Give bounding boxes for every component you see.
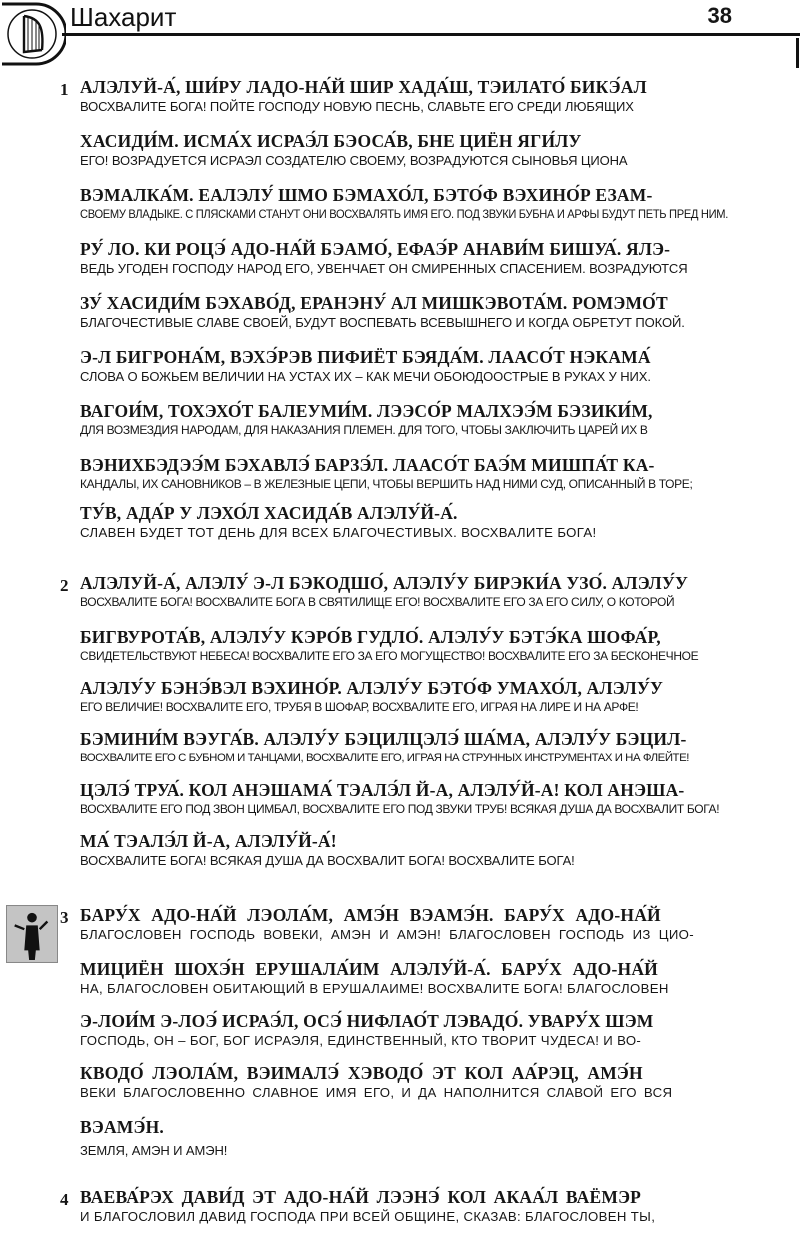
verse-line [80,400,728,439]
verse-line [80,830,728,869]
verse-line [80,1062,728,1101]
translation: ЗЕМЛЯ, АМЭН И АМЭН! [80,1143,228,1158]
verse-line [80,1186,728,1225]
verse-line [80,130,728,169]
section-number: 2 [60,576,69,595]
page-title: Шахарит [70,2,177,32]
translation: ВОСХВАЛИТЕ ЕГО ПОД ЗВОН ЦИМБАЛ, ВОСХВАЛИТЕ ЕГО ПОД ЗВУКИ ТРУБ! ВСЯКАЯ ДУША ДА ВОСХВАЛИТ БОГА! [80,802,720,816]
translation: КАНДАЛЫ, ИХ САНОВНИКОВ – В ЖЕЛЕЗНЫЕ ЦЕПИ, ЧТОБЫ ВЕРШИТЬ НАД НИМИ СУД, ОПИСАННЫЙ В ТОРЕ; [80,477,693,491]
verse-line [80,779,728,818]
translation: ЕГО ВЕЛИЧИЕ! ВОСХВАЛИТЕ ЕГО, ТРУБЯ В ШОФАР, ВОСХВАЛИТЕ ЕГО, ИГРАЯ НА ЛИРЕ И НА АРФЕ! [80,700,639,714]
translation: ВОСХВАЛИТЕ БОГА! ВОСХВАЛИТЕ БОГА В СВЯТИЛИЩЕ ЕГО! ВОСХВАЛИТЕ ЕГО ЗА ЕГО СИЛУ, О КОТОРОЙ [80,595,675,609]
transliteration: ВАГОИ́М, ТОХЭХО́Т БАЛЕУМИ́М. ЛЭЭСО́Р МАЛХЭЭ́М БЭЗИКИ́М, [80,401,653,421]
transliteration: ВАЕВА́РЭХ ДАВИ́Д ЭТ АДО-НА́Й ЛЭЭНЭ́ КОЛ АКАА́Л ВАЁМЭР [80,1187,642,1207]
translation: СЛАВЕН БУДЕТ ТОТ ДЕНЬ ДЛЯ ВСЕХ БЛАГОЧЕСТИВЫХ. ВОСХВАЛИТЕ БОГА! [80,525,597,540]
verse-line [80,346,728,385]
transliteration: МА́ ТЭАЛЭ́Л Й-А, АЛЭЛУ́Й-А́! [80,831,337,851]
verse-line [80,454,728,493]
verse-line [80,626,728,665]
page-header [0,0,800,68]
section-number: 1 [60,80,69,99]
transliteration: ЗУ́ ХАСИДИ́М БЭХАВО́Д, ЕРАНЭНУ́ АЛ МИШКЭВОТА́М. РОМЭМО́Т [80,293,668,313]
translation: СВОЕМУ ВЛАДЫКЕ. С ПЛЯСКАМИ СТАНУТ ОНИ ВОСХВАЛЯТЬ ИМЯ ЕГО. ПОД ЗВУКИ БУБНА И АРФЫ БУДУТ ПЕТЬ ПРЕД НИМ. [80,207,729,221]
verse-line [80,1116,728,1159]
translation: СЛОВА О БОЖЬЕМ ВЕЛИЧИИ НА УСТАХ ИХ – КАК МЕЧИ ОБОЮДООСТРЫЕ В РУКАХ У НИХ. [80,369,651,384]
transliteration: АЛЭЛУЙ-А́, ШИ́РУ ЛАДО-НА́Й ШИР ХАДА́Ш, ТЭИЛАТО́ БИКЭ́АЛ [80,77,647,97]
page-number: 38 [707,3,732,28]
transliteration: ЦЭЛЭ́ ТРУА́. КОЛ АНЭШАМА́ ТЭАЛЭ́Л Й-А, АЛЭЛУ́Й-А! КОЛ АНЭША- [80,780,685,800]
translation: И БЛАГОСЛОВИЛ ДАВИД ГОСПОДА ПРИ ВСЕЙ ОБЩИНЕ, СКАЗАВ: БЛАГОСЛОВЕН ТЫ, [80,1209,656,1224]
transliteration: МИЦИЁН ШОХЭ́Н ЕРУШАЛА́ИМ АЛЭЛУ́Й-А́. БАРУ́Х АДО-НА́Й [80,959,658,979]
verse-line [80,728,728,767]
verse-line [80,677,728,716]
transliteration: КВОДО́ ЛЭОЛА́М, ВЭИМАЛЭ́ ХЭВОДО́ ЭТ КОЛ АА́РЭЦ, АМЭ́Н [80,1063,643,1083]
translation: ГОСПОДЬ, ОН – БОГ, БОГ ИСРАЭЛЯ, ЕДИНСТВЕННЫЙ, КТО ТВОРИТ ЧУДЕСА! И ВО- [80,1033,642,1048]
translation: БЛАГОСЛОВЕН ГОСПОДЬ ВОВЕКИ, АМЭН И АМЭН! БЛАГОСЛОВЕН ГОСПОДЬ ИЗ ЦИО- [80,927,695,942]
verse-line [80,958,728,997]
translation: ВЕДЬ УГОДЕН ГОСПОДУ НАРОД ЕГО, УВЕНЧАЕТ ОН СМИРЕННЫХ СПАСЕНИЕМ. ВОЗРАДУЮТСЯ [80,261,688,276]
verse-line [80,1010,728,1049]
translation: ВЕКИ БЛАГОСЛОВЕННО СЛАВНОЕ ИМЯ ЕГО, И ДА НАПОЛНИТСЯ СЛАВОЙ ЕГО ВСЯ [80,1085,673,1100]
transliteration: АЛЭЛУ́У БЭНЭ́ВЭЛ ВЭХИНО́Р. АЛЭЛУ́У БЭТО́Ф УМАХО́Л, АЛЭЛУ́У [80,678,664,698]
transliteration: ТУ́В, АДА́Р У ЛЭХО́Л ХАСИДА́В АЛЭЛУ́Й-А́. [80,503,458,523]
transliteration: БИГВУРОТА́В, АЛЭЛУ́У КЭРО́В ГУДЛО́. АЛЭЛУ́У БЭТЭ́КА ШОФА́Р, [80,627,661,647]
corner-rule [796,38,799,68]
verse-line [80,502,728,541]
transliteration: Э-Л БИГРОНА́М, ВЭХЭ́РЭВ ПИФИЁТ БЭЯДА́М. ЛААСО́Т НЭКАМА́ [80,347,651,367]
translation: ДЛЯ ВОЗМЕЗДИЯ НАРОДАМ, ДЛЯ НАКАЗАНИЯ ПЛЕМЕН. ДЛЯ ТОГО, ЧТОБЫ ЗАКЛЮЧИТЬ ЦАРЕЙ ИХ В [80,423,648,437]
transliteration: РУ́ ЛО. КИ РОЦЭ́ АДО-НА́Й БЭАМО́, ЕФАЭ́Р АНАВИ́М БИШУА́. ЯЛЭ- [80,239,671,259]
translation: ВОСХВАЛИТЕ БОГА! ПОЙТЕ ГОСПОДУ НОВУЮ ПЕСНЬ, СЛАВЬТЕ ЕГО СРЕДИ ЛЮБЯЩИХ [80,99,634,114]
harp-logo-icon [2,2,66,66]
section-number: 4 [60,1190,69,1209]
transliteration: АЛЭЛУЙ-А́, АЛЭЛУ́ Э-Л БЭКОДШО́, АЛЭЛУ́У БИРЭКИ́А УЗО́. АЛЭЛУ́У [80,573,688,593]
transliteration: ВЭАМЭ́Н. [80,1117,164,1137]
transliteration: ВЭМАЛКА́М. ЕАЛЭЛУ́ ШМО БЭМАХО́Л, БЭТО́Ф ВЭХИНО́Р ЕЗАМ- [80,185,653,205]
transliteration: ХАСИДИ́М. ИСМА́Х ИСРАЭ́Л БЭОСА́В, БНЕ ЦИЁН ЯГИ́ЛУ [80,131,582,151]
verse-line [80,572,728,611]
verse-line [80,904,728,943]
translation: СВИДЕТЕЛЬСТВУЮТ НЕБЕСА! ВОСХВАЛИТЕ ЕГО ЗА ЕГО МОГУЩЕСТВО! ВОСХВАЛИТЕ ЕГО ЗА БЕСКОНЕЧНОЕ [80,649,699,663]
section-number: 3 [60,908,69,927]
header-rule [62,33,800,36]
transliteration: ВЭНИХБЭДЭЭ́М БЭХАВЛЭ́ БАРЗЭ́Л. ЛААСО́Т БАЭ́М МИШПА́Т КА- [80,455,655,475]
verse-line [80,238,728,277]
verse-line [80,76,728,115]
transliteration: БАРУ́Х АДО-НА́Й ЛЭОЛА́М, АМЭ́Н ВЭАМЭ́Н. БАРУ́Х АДО-НА́Й [80,905,661,925]
translation: БЛАГОЧЕСТИВЫЕ СЛАВЕ СВОЕЙ, БУДУТ ВОСПЕВАТЬ ВСЕВЫШНЕГО И КОГДА ОБРЕТУТ ПОКОЙ. [80,315,685,330]
transliteration: Э-ЛОИ́М Э-ЛОЭ́ ИСРАЭ́Л, ОСЭ́ НИФЛАО́Т ЛЭВАДО́. УВАРУ́Х ШЭМ [80,1011,654,1031]
transliteration: БЭМИНИ́М ВЭУГА́В. АЛЭЛУ́У БЭЦИЛЦЭЛЭ́ ША́МА, АЛЭЛУ́У БЭЦИЛ- [80,729,687,749]
verse-line [80,292,728,331]
translation: ВОСХВАЛИТЕ ЕГО С БУБНОМ И ТАНЦАМИ, ВОСХВАЛИТЕ ЕГО, ИГРАЯ НА СТРУННЫХ ИНСТРУМЕНТАХ И НА ФЛЕЙТЕ! [80,752,689,764]
translation: ЕГО! ВОЗРАДУЕТСЯ ИСРАЭЛ СОЗДАТЕЛЮ СВОЕМУ, ВОЗРАДУЮТСЯ СЫНОВЬЯ ЦИОНА [80,153,628,168]
translation: ВОСХВАЛИТЕ БОГА! ВСЯКАЯ ДУША ДА ВОСХВАЛИТ БОГА! ВОСХВАЛИТЕ БОГА! [80,853,575,868]
verse-line [80,184,728,223]
translation: НА, БЛАГОСЛОВЕН ОБИТАЮЩИЙ В ЕРУШАЛАИМЕ! ВОСХВАЛИТЕ БОГА! БЛАГОСЛОВЕН [80,981,669,996]
figure-illustration [6,905,58,963]
